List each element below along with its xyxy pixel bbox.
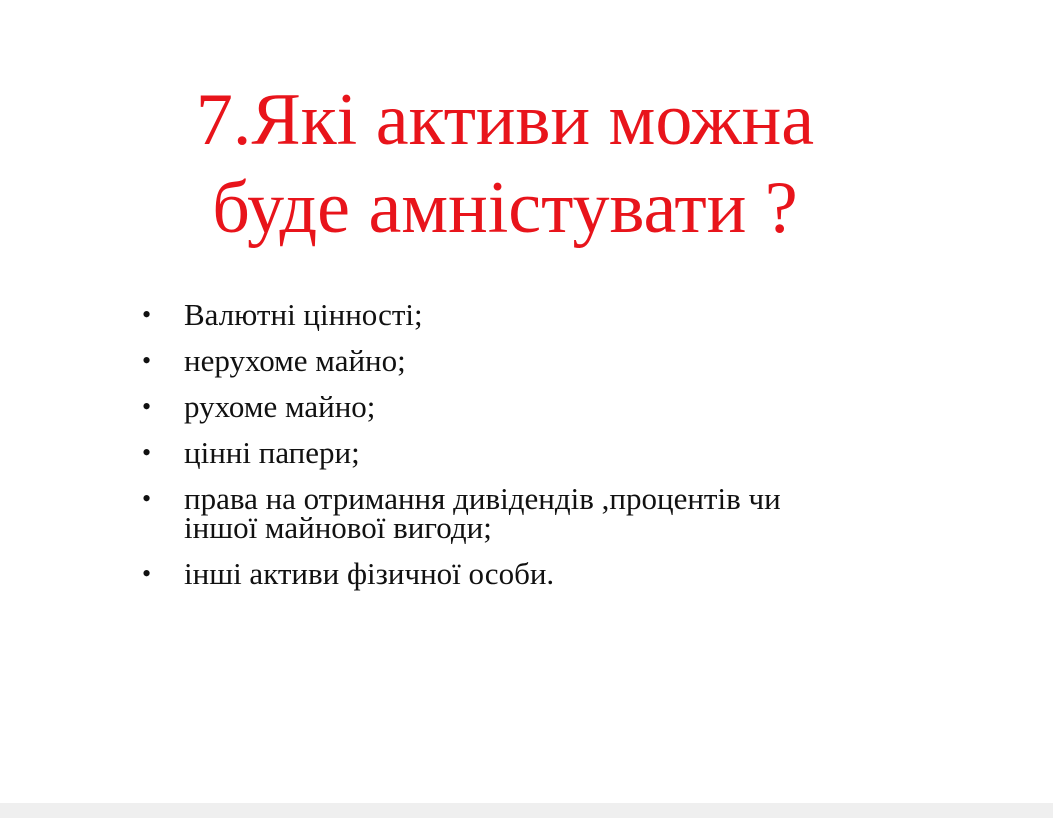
- bullet-list: [140, 297, 940, 605]
- bullet-text: Валютні цінності;: [184, 297, 423, 332]
- bullet-text: нерухоме майно;: [184, 343, 406, 378]
- bullet-text: цінні папери;: [184, 435, 360, 470]
- slide-title-line-1: 7.Які активи можна: [195, 79, 815, 161]
- bullet-text-line-2: іншої майнової вигоди;: [184, 510, 492, 545]
- slide-title: [0, 76, 1010, 252]
- slide-title-line-2: буде амністувати ?: [212, 167, 798, 249]
- bullet-dot: •: [142, 392, 152, 421]
- bullet-dot: •: [142, 300, 152, 329]
- bullet-text-line-1: права на отримання дивідендів ,процентів чи: [184, 481, 781, 516]
- bullet-dot: •: [142, 559, 152, 588]
- bullet-dot: •: [142, 484, 152, 513]
- bullet-item-real-estate: [140, 343, 940, 378]
- bullet-text: інші активи фізичної особи.: [184, 556, 555, 591]
- bottom-strip: [0, 803, 1053, 818]
- bullet-item-securities: [140, 435, 940, 470]
- bullet-item-currency-values: [140, 297, 940, 332]
- bullet-item-other-assets: [140, 556, 940, 591]
- bullet-item-movable-property: [140, 389, 940, 424]
- bullet-item-dividend-rights: [140, 481, 940, 545]
- bullet-text: рухоме майно;: [184, 389, 376, 424]
- bullet-dot: •: [142, 346, 152, 375]
- bullet-dot: •: [142, 438, 152, 467]
